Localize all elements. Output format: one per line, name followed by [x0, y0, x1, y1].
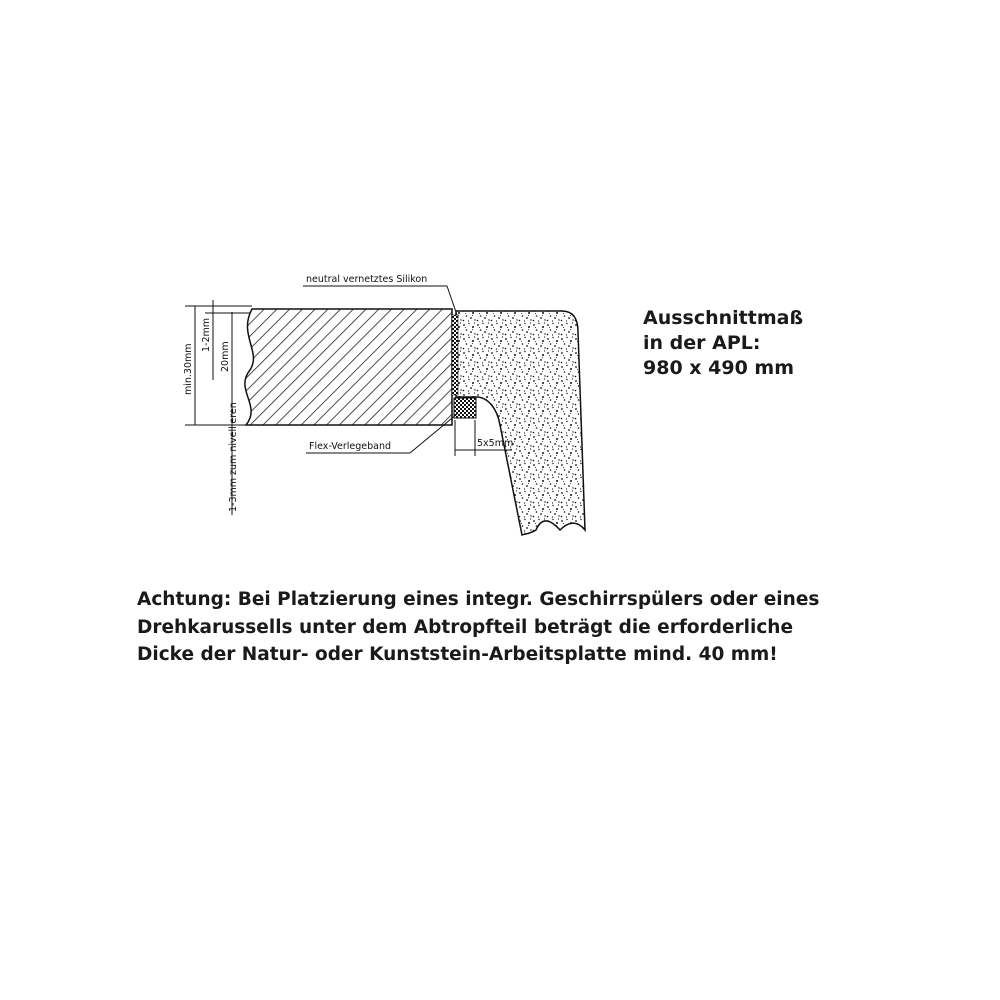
silicone-label: neutral vernetztes Silikon: [306, 274, 428, 285]
levelling-label: 1-3mm zum nivellieren: [228, 402, 239, 512]
tape-label: Flex-Verlegeband: [309, 441, 392, 452]
min-height-label: min.30mm: [183, 343, 194, 395]
warning-note: [137, 586, 897, 669]
cutout-dimension-block: [643, 306, 943, 381]
cutout-size: 980 x 490 mm: [643, 357, 795, 379]
cutout-subtitle: in der APL:: [643, 332, 761, 354]
gap-label: 5x5mm: [477, 438, 514, 449]
warning-line-3: Dicke der Natur- oder Kunststein-Arbeitsplatte mind. 40 mm!: [137, 644, 778, 665]
worktop-section: [245, 309, 452, 425]
silicone-joint: [452, 315, 458, 395]
thickness-label: 20mm: [220, 341, 231, 372]
flex-tape: [454, 398, 476, 418]
warning-line-1: Achtung: Bei Platzierung eines integr. Geschirrspülers oder eines: [137, 589, 820, 610]
offset-label: 1-2mm: [201, 317, 212, 352]
warning-line-2: Drehkarussells unter dem Abtropfteil beträgt die erforderliche: [137, 616, 794, 638]
cutout-title: Ausschnittmaß: [643, 307, 804, 329]
